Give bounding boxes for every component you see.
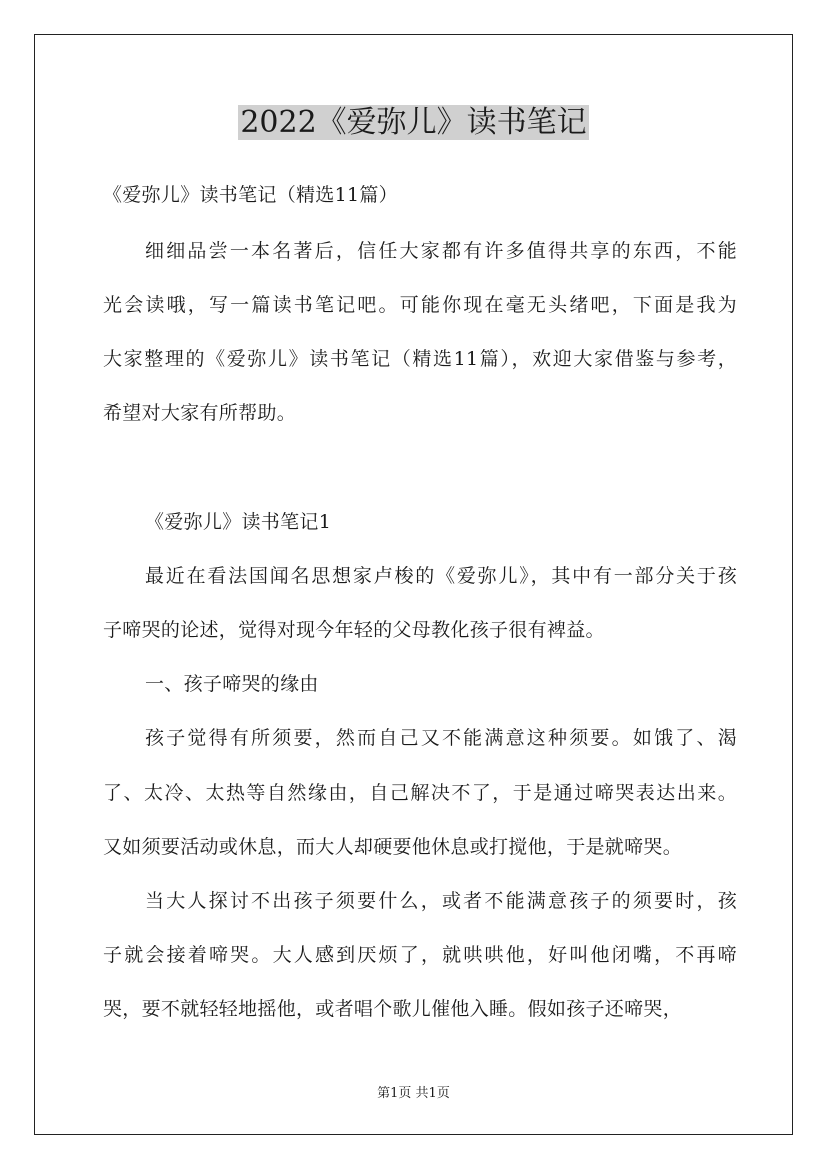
body-line-3: 一、孩子啼哭的缘由 [145,673,319,695]
document-subtitle: 《爱弥儿》读书笔记（精选11篇） [103,184,398,206]
intro-line-2: 光会读哦，写一篇读书笔记吧。可能你现在毫无头绪吧，下面是我为 [103,294,737,316]
body-line-9: 哭，要不就轻轻地摇他，或者唱个歌儿催他入睡。假如孩子还啼哭， [103,998,683,1020]
body-line-2: 子啼哭的论述，觉得对现今年轻的父母教化孩子很有裨益。 [103,619,605,641]
intro-line-1: 细细品尝一本名著后，信任大家都有许多值得共享的东西，不能 [145,240,737,262]
intro-line-3: 大家整理的《爱弥儿》读书笔记（精选11篇），欢迎大家借鉴与参考， [103,348,737,370]
body-line-6: 又如须要活动或休息，而大人却硬要他休息或打搅他，于是就啼哭。 [103,836,683,858]
body-line-5: 了、太冷、太热等自然缘由，自己解决不了，于是通过啼哭表达出来。 [103,782,737,804]
body-line-4: 孩子觉得有所须要，然而自己又不能满意这种须要。如饿了、渴 [145,727,737,749]
intro-line-4: 希望对大家有所帮助。 [103,402,297,424]
body-line-1: 最近在看法国闻名思想家卢梭的《爱弥儿》，其中有一部分关于孩 [145,565,737,587]
page-footer: 第1页 共1页 [377,1086,450,1101]
section-heading: 《爱弥儿》读书笔记1 [145,511,332,533]
body-line-7: 当大人探讨不出孩子须要什么，或者不能满意孩子的须要时，孩 [145,890,737,912]
body-line-8: 子就会接着啼哭。大人感到厌烦了，就哄哄他，好叫他闭嘴，不再啼 [103,944,737,966]
document-title: 2022《爱弥儿》读书笔记 [240,105,587,140]
